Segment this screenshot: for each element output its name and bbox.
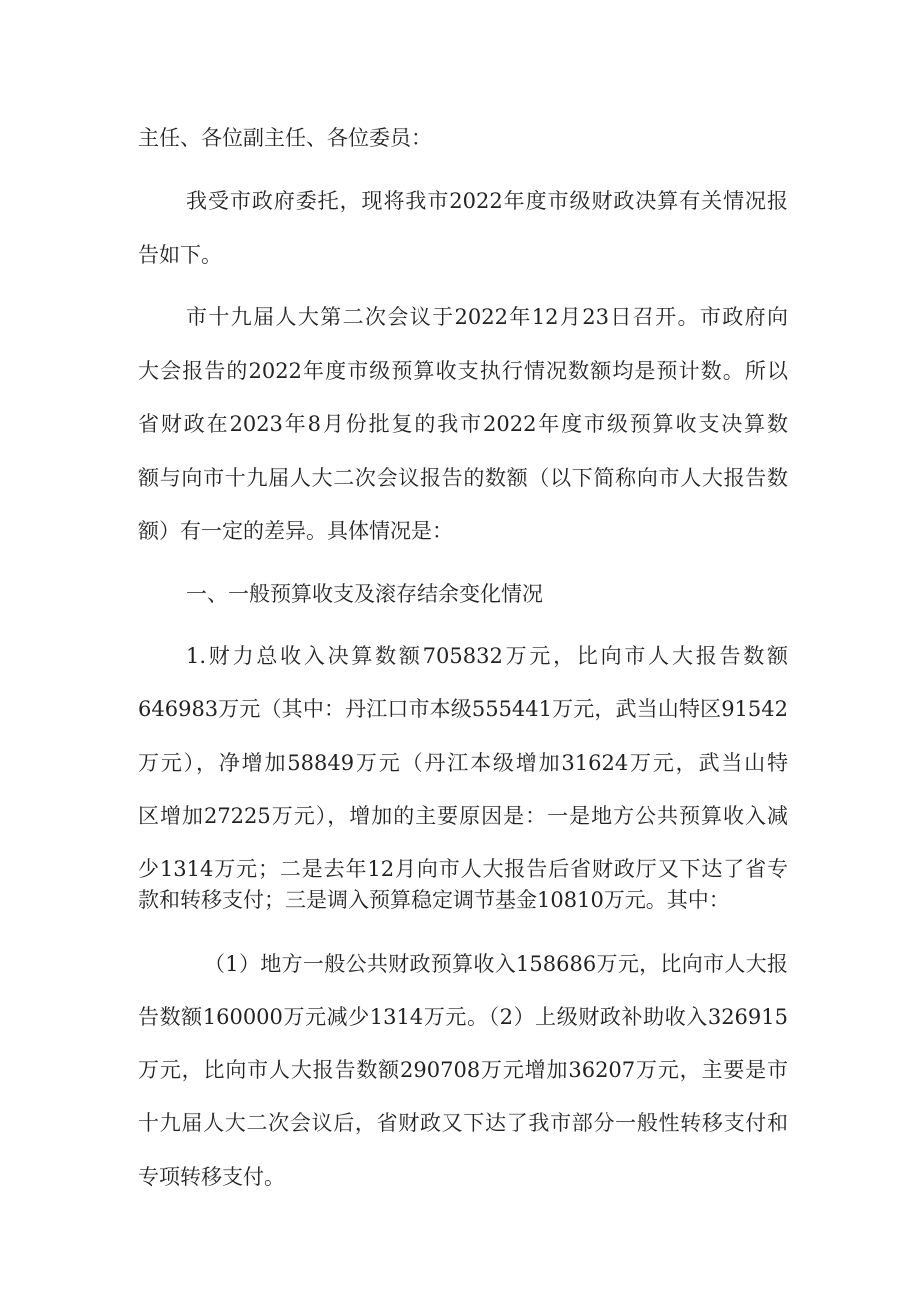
paragraph-items-line-5: 专项转移支付。 xyxy=(138,1165,285,1189)
paragraph-background-line-2: 大会报告的2022年度市级预算收支执行情况数额均是预计数。所以 xyxy=(138,359,788,383)
paragraph-items-line-2: 告数额160000万元减少1314万元。（2）上级财政补助收入326915 xyxy=(138,1005,788,1029)
paragraph-background-line-5: 额）有一定的差异。具体情况是： xyxy=(138,519,453,543)
paragraph-items-line-1: （1）地方一般公共财政预算收入158686万元，比向市人大报 xyxy=(204,952,788,976)
paragraph-items-line-4: 十九届人大二次会议后，省财政又下达了我市部分一般性转移支付和 xyxy=(138,1111,788,1135)
paragraph-background-line-3: 省财政在2023年8月份批复的我市2022年度市级预算收支决算数 xyxy=(138,412,788,436)
paragraph-items-line-3: 万元，比向市人大报告数额290708万元增加36207万元，主要是市 xyxy=(138,1058,788,1082)
paragraph-total-revenue-line-2: 646983万元（其中：丹江口市本级555441万元，武当山特区91542 xyxy=(138,697,788,721)
paragraph-total-revenue-line-5: 少1314万元；二是去年12月向市人大报告后省财政厅又下达了省专 xyxy=(138,857,788,881)
section-heading: 一、一般预算收支及滚存结余变化情况 xyxy=(186,582,543,606)
salutation: 主任、各位副主任、各位委员： xyxy=(138,126,432,150)
paragraph-total-revenue-line-4: 区增加27225万元），增加的主要原因是：一是地方公共预算收入减 xyxy=(138,804,788,828)
paragraph-intro-line-1: 我受市政府委托，现将我市2022年度市级财政决算有关情况报 xyxy=(186,189,788,213)
paragraph-intro-line-2: 告如下。 xyxy=(138,243,222,267)
paragraph-total-revenue-line-6: 款和转移支付；三是调入预算稳定调节基金10810万元。其中： xyxy=(138,888,730,912)
paragraph-background-line-4: 额与向市十九届人大二次会议报告的数额（以下简称向市人大报告数 xyxy=(138,466,788,490)
paragraph-background-line-1: 市十九届人大第二次会议于2022年12月23日召开。市政府向 xyxy=(186,305,788,329)
paragraph-total-revenue-line-3: 万元），净增加58849万元（丹江本级增加31624万元，武当山特 xyxy=(138,751,788,775)
paragraph-total-revenue-line-1: 1.财力总收入决算数额705832万元，比向市人大报告数额 xyxy=(186,644,788,668)
